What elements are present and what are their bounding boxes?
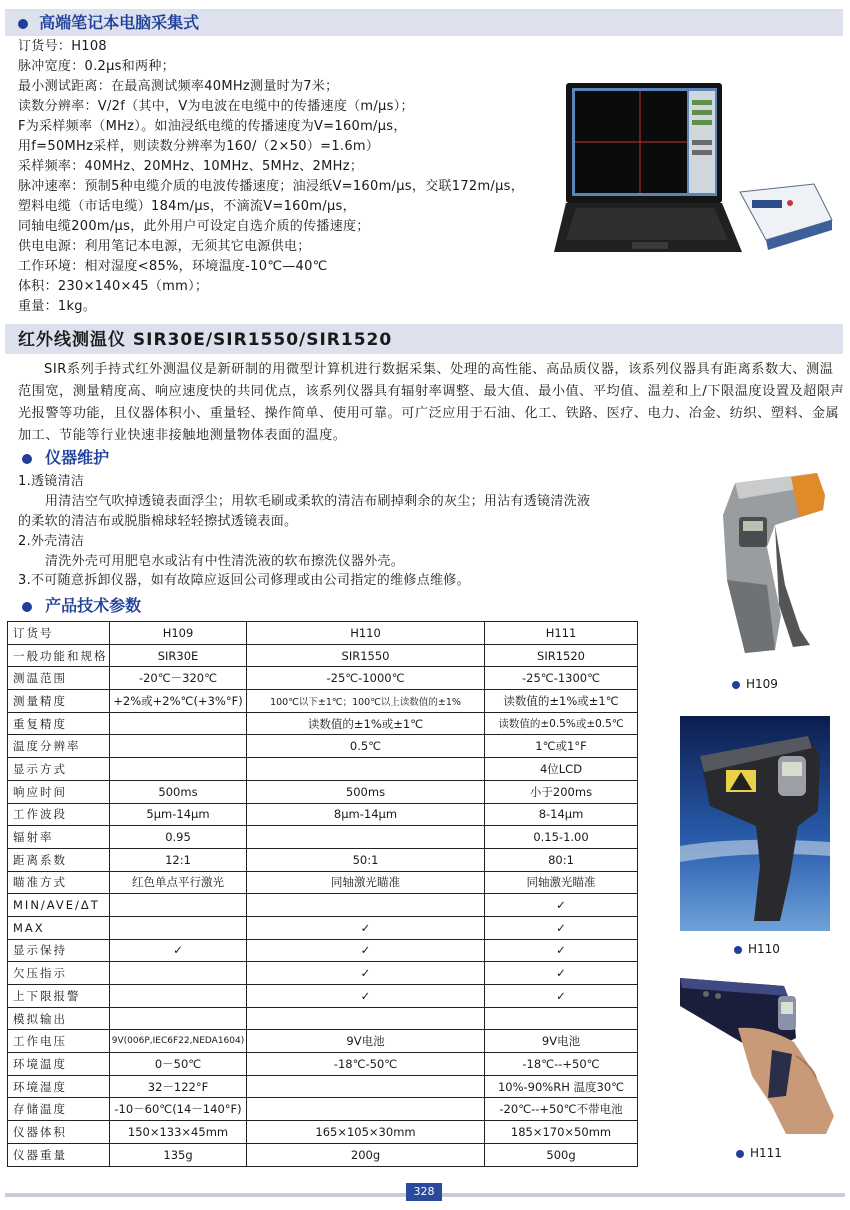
- table-cell: 9V电池: [485, 1030, 638, 1053]
- table-cell: [247, 1007, 485, 1030]
- table-cell: ✓: [485, 916, 638, 939]
- table-cell: 12:1: [110, 848, 247, 871]
- table-cell: [110, 735, 247, 758]
- table-cell: 5μm-14μm: [110, 803, 247, 826]
- h110-caption: H110: [734, 942, 780, 956]
- table-row: [8, 848, 638, 871]
- table-row: [8, 1143, 638, 1166]
- table-cell: -10－60℃(14－140°F): [110, 1098, 247, 1121]
- table-cell: -18℃-50℃: [247, 1053, 485, 1076]
- row-label: 环境温度: [8, 1053, 110, 1076]
- table-row: [8, 644, 638, 667]
- table-cell: +2%或+2%℃(+3%°F): [110, 690, 247, 713]
- spec-line: 读数分辨率：V/2f（其中，V为电波在电缆中的传播速度（m/μs）；: [18, 99, 414, 114]
- maint-text: 用清洁空气吹掉透镜表面浮尘；用软毛刷或柔软的清洁布刷掉剩余的灰尘；用沾有透镜清洗液: [45, 494, 591, 509]
- bullet-icon: [22, 454, 32, 464]
- table-cell: SIR1520: [485, 644, 638, 667]
- row-label: 显示保持: [8, 939, 110, 962]
- table-cell: 100℃以下±1℃；100℃以上读数值的±1%: [247, 690, 485, 713]
- spec-line: 用f=50MHz采样，则读数分辨率为160/（2×50）=1.6m）: [18, 139, 380, 154]
- table-cell: 150×133×45mm: [110, 1121, 247, 1144]
- section2-title: 红外线测温仪 SIR30E/SIR1550/SIR1520: [18, 330, 393, 350]
- row-label: 仪器体积: [8, 1121, 110, 1144]
- bullet-icon: [732, 681, 740, 689]
- table-cell: -20℃--+50℃不带电池: [485, 1098, 638, 1121]
- table-cell: -25℃-1000℃: [247, 667, 485, 690]
- row-label: 测温范围: [8, 667, 110, 690]
- section1-title: 高端笔记本电脑采集式: [39, 13, 200, 32]
- table-cell: 小于200ms: [485, 780, 638, 803]
- spec-line: F为采样频率（MHz）。如油浸纸电缆的传播速度为V=160m/μs，: [18, 119, 407, 134]
- spec-line: 采样频率：40MHz、20MHz、10MHz、5MHz、2MHz；: [18, 159, 364, 174]
- row-label: 工作电压: [8, 1030, 110, 1053]
- row-label: 距离系数: [8, 848, 110, 871]
- spec-table: [7, 621, 638, 1167]
- table-cell: 0.5℃: [247, 735, 485, 758]
- spec-line: 订货号：H108: [18, 39, 107, 54]
- table-row: [8, 985, 638, 1008]
- table-cell: H110: [247, 622, 485, 645]
- section1-header-white: [228, 36, 843, 42]
- spec-line: 最小测试距离：在最高测试频率40MHz测量时为7米；: [18, 79, 339, 94]
- row-label: 辐射率: [8, 826, 110, 849]
- table-cell: 0.95: [110, 826, 247, 849]
- row-label: MAX: [8, 916, 110, 939]
- row-label: 重复精度: [8, 712, 110, 735]
- params-title: 产品技术参数: [45, 596, 142, 615]
- maintenance-title: 仪器维护: [45, 448, 110, 467]
- table-cell: -20℃－320℃: [110, 667, 247, 690]
- maint-item: 1.透镜清洁: [18, 474, 85, 489]
- section1-header: [18, 12, 199, 34]
- table-cell: 读数值的±0.5%或±0.5℃: [485, 712, 638, 735]
- table-cell: 同轴激光瞄准: [247, 871, 485, 894]
- row-label: 工作波段: [8, 803, 110, 826]
- row-label: 温度分辨率: [8, 735, 110, 758]
- table-cell: [110, 985, 247, 1008]
- table-row: [8, 690, 638, 713]
- bullet-icon: [736, 1150, 744, 1158]
- table-cell: ✓: [110, 939, 247, 962]
- table-cell: H109: [110, 622, 247, 645]
- table-cell: [485, 1007, 638, 1030]
- table-row: [8, 622, 638, 645]
- table-row: [8, 916, 638, 939]
- spec-line: 脉冲速率：预制5种电缆介质的电波传播速度；油浸纸V=160m/μs，交联172m/μs，: [18, 179, 525, 194]
- row-label: 模拟输出: [8, 1007, 110, 1030]
- spec-line: 体积：230×140×45（mm）；: [18, 279, 209, 294]
- h110-photo: [680, 716, 830, 931]
- table-cell: [110, 1007, 247, 1030]
- table-cell: 9V电池: [247, 1030, 485, 1053]
- maint-item: 3.不可随意拆卸仪器，如有故障应返回公司修理或由公司指定的维修点维修。: [18, 573, 470, 588]
- laptop-photo: [552, 80, 847, 260]
- bullet-icon: [22, 602, 32, 612]
- table-cell: ✓: [485, 962, 638, 985]
- table-cell: 1℃或1°F: [485, 735, 638, 758]
- table-cell: 4位LCD: [485, 758, 638, 781]
- table-cell: 读数值的±1%或±1℃: [485, 690, 638, 713]
- table-row: [8, 1098, 638, 1121]
- maint-text: 的柔软的清洁布或脱脂棉球轻轻擦拭透镜表面。: [18, 514, 298, 529]
- table-cell: ✓: [485, 985, 638, 1008]
- table-cell: 80:1: [485, 848, 638, 871]
- table-row: [8, 894, 638, 917]
- spec-line: 脉冲宽度：0.2μs和两种；: [18, 59, 175, 74]
- table-cell: ✓: [485, 894, 638, 917]
- table-cell: ✓: [247, 939, 485, 962]
- h111-photo: [676, 966, 836, 1136]
- table-row: [8, 939, 638, 962]
- table-row: [8, 1030, 638, 1053]
- row-label: 显示方式: [8, 758, 110, 781]
- table-cell: 500ms: [247, 780, 485, 803]
- table-cell: 50:1: [247, 848, 485, 871]
- table-cell: 0.15-1.00: [485, 826, 638, 849]
- table-row: [8, 1053, 638, 1076]
- table-cell: 165×105×30mm: [247, 1121, 485, 1144]
- table-cell: 读数值的±1%或±1℃: [247, 712, 485, 735]
- table-cell: 200g: [247, 1143, 485, 1166]
- row-label: 瞄准方式: [8, 871, 110, 894]
- table-row: [8, 780, 638, 803]
- row-label: MIN/AVE/ΔT: [8, 894, 110, 917]
- table-cell: [247, 1075, 485, 1098]
- table-cell: 10%-90%RH 温度30℃: [485, 1075, 638, 1098]
- table-cell: -18℃--+50℃: [485, 1053, 638, 1076]
- table-cell: 0－50℃: [110, 1053, 247, 1076]
- row-label: 测量精度: [8, 690, 110, 713]
- table-cell: SIR30E: [110, 644, 247, 667]
- bullet-icon: [734, 946, 742, 954]
- table-row: [8, 1121, 638, 1144]
- params-header: [22, 595, 141, 617]
- table-row: [8, 712, 638, 735]
- row-label: 上下限报警: [8, 985, 110, 1008]
- maint-item: 2.外壳清洁: [18, 534, 85, 549]
- table-row: [8, 735, 638, 758]
- maint-text: 清洗外壳可用肥皂水或沾有中性清洗液的软布擦洗仪器外壳。: [45, 554, 405, 569]
- h111-caption: H111: [736, 1146, 782, 1160]
- table-cell: 8-14μm: [485, 803, 638, 826]
- intro-paragraph: SIR系列手持式红外测温仪是新研制的用微型计算机进行数据采集、处理的高性能、高品质仪器，该系列仪器具有距离系数大、测温范围宽，测量精度高、响应速度快的共同优点，该系列仪器具有辐射率调整、最大值、最小值、平均值、温差和上/下限温度设置及超限声光报警等功能，且仪器体积小、重量轻、操作简单、使用可靠。可广泛应用于石油、化工、铁路、医疗、电力、冶金、纺织、塑料、金属加工、节能等行业快速非接触地测量物体表面的温度。: [18, 362, 845, 443]
- table-cell: ✓: [247, 985, 485, 1008]
- row-label: 环境湿度: [8, 1075, 110, 1098]
- spec-line: 工作环境：相对湿度<85%，环境温度-10℃—40℃: [18, 259, 328, 274]
- table-cell: -25℃-1300℃: [485, 667, 638, 690]
- table-row: [8, 871, 638, 894]
- table-row: [8, 803, 638, 826]
- table-cell: ✓: [485, 939, 638, 962]
- table-cell: [247, 894, 485, 917]
- table-row: [8, 826, 638, 849]
- table-cell: [110, 916, 247, 939]
- table-cell: [247, 826, 485, 849]
- table-row: [8, 1075, 638, 1098]
- h109-caption: H109: [732, 677, 778, 691]
- table-cell: [247, 1098, 485, 1121]
- table-row: [8, 1007, 638, 1030]
- table-cell: [110, 894, 247, 917]
- row-label: 仪器重量: [8, 1143, 110, 1166]
- table-cell: 135g: [110, 1143, 247, 1166]
- table-cell: 500g: [485, 1143, 638, 1166]
- row-label: 欠压指示: [8, 962, 110, 985]
- table-cell: 8μm-14μm: [247, 803, 485, 826]
- maintenance-header: [22, 447, 109, 469]
- table-cell: 500ms: [110, 780, 247, 803]
- table-cell: [110, 712, 247, 735]
- table-row: [8, 667, 638, 690]
- table-cell: SIR1550: [247, 644, 485, 667]
- table-row: [8, 758, 638, 781]
- table-cell: H111: [485, 622, 638, 645]
- spec-line: 重量：1kg。: [18, 299, 97, 314]
- table-cell: ✓: [247, 962, 485, 985]
- table-row: [8, 962, 638, 985]
- row-label: 一般功能和规格: [8, 644, 110, 667]
- table-cell: ✓: [247, 916, 485, 939]
- row-label: 订货号: [8, 622, 110, 645]
- spec-line: 塑料电缆（市话电缆）184m/μs，不滴流V=160m/μs，: [18, 199, 356, 214]
- bullet-icon: [18, 19, 28, 29]
- table-cell: [110, 758, 247, 781]
- table-cell: 9V(006P,IEC6F22,NEDA1604): [110, 1030, 247, 1053]
- table-cell: 红色单点平行激光: [110, 871, 247, 894]
- table-cell: 32－122°F: [110, 1075, 247, 1098]
- spec-line: 供电电源：利用笔记本电源，无须其它电源供电；: [18, 239, 311, 254]
- table-cell: [110, 962, 247, 985]
- table-cell: [247, 758, 485, 781]
- row-label: 存储温度: [8, 1098, 110, 1121]
- spec-line: 同轴电缆200m/μs，此外用户可设定自选介质的传播速度；: [18, 219, 370, 234]
- table-cell: 同轴激光瞄准: [485, 871, 638, 894]
- h109-photo: [705, 465, 835, 660]
- row-label: 响应时间: [8, 780, 110, 803]
- page-number: 328: [406, 1183, 442, 1201]
- table-cell: 185×170×50mm: [485, 1121, 638, 1144]
